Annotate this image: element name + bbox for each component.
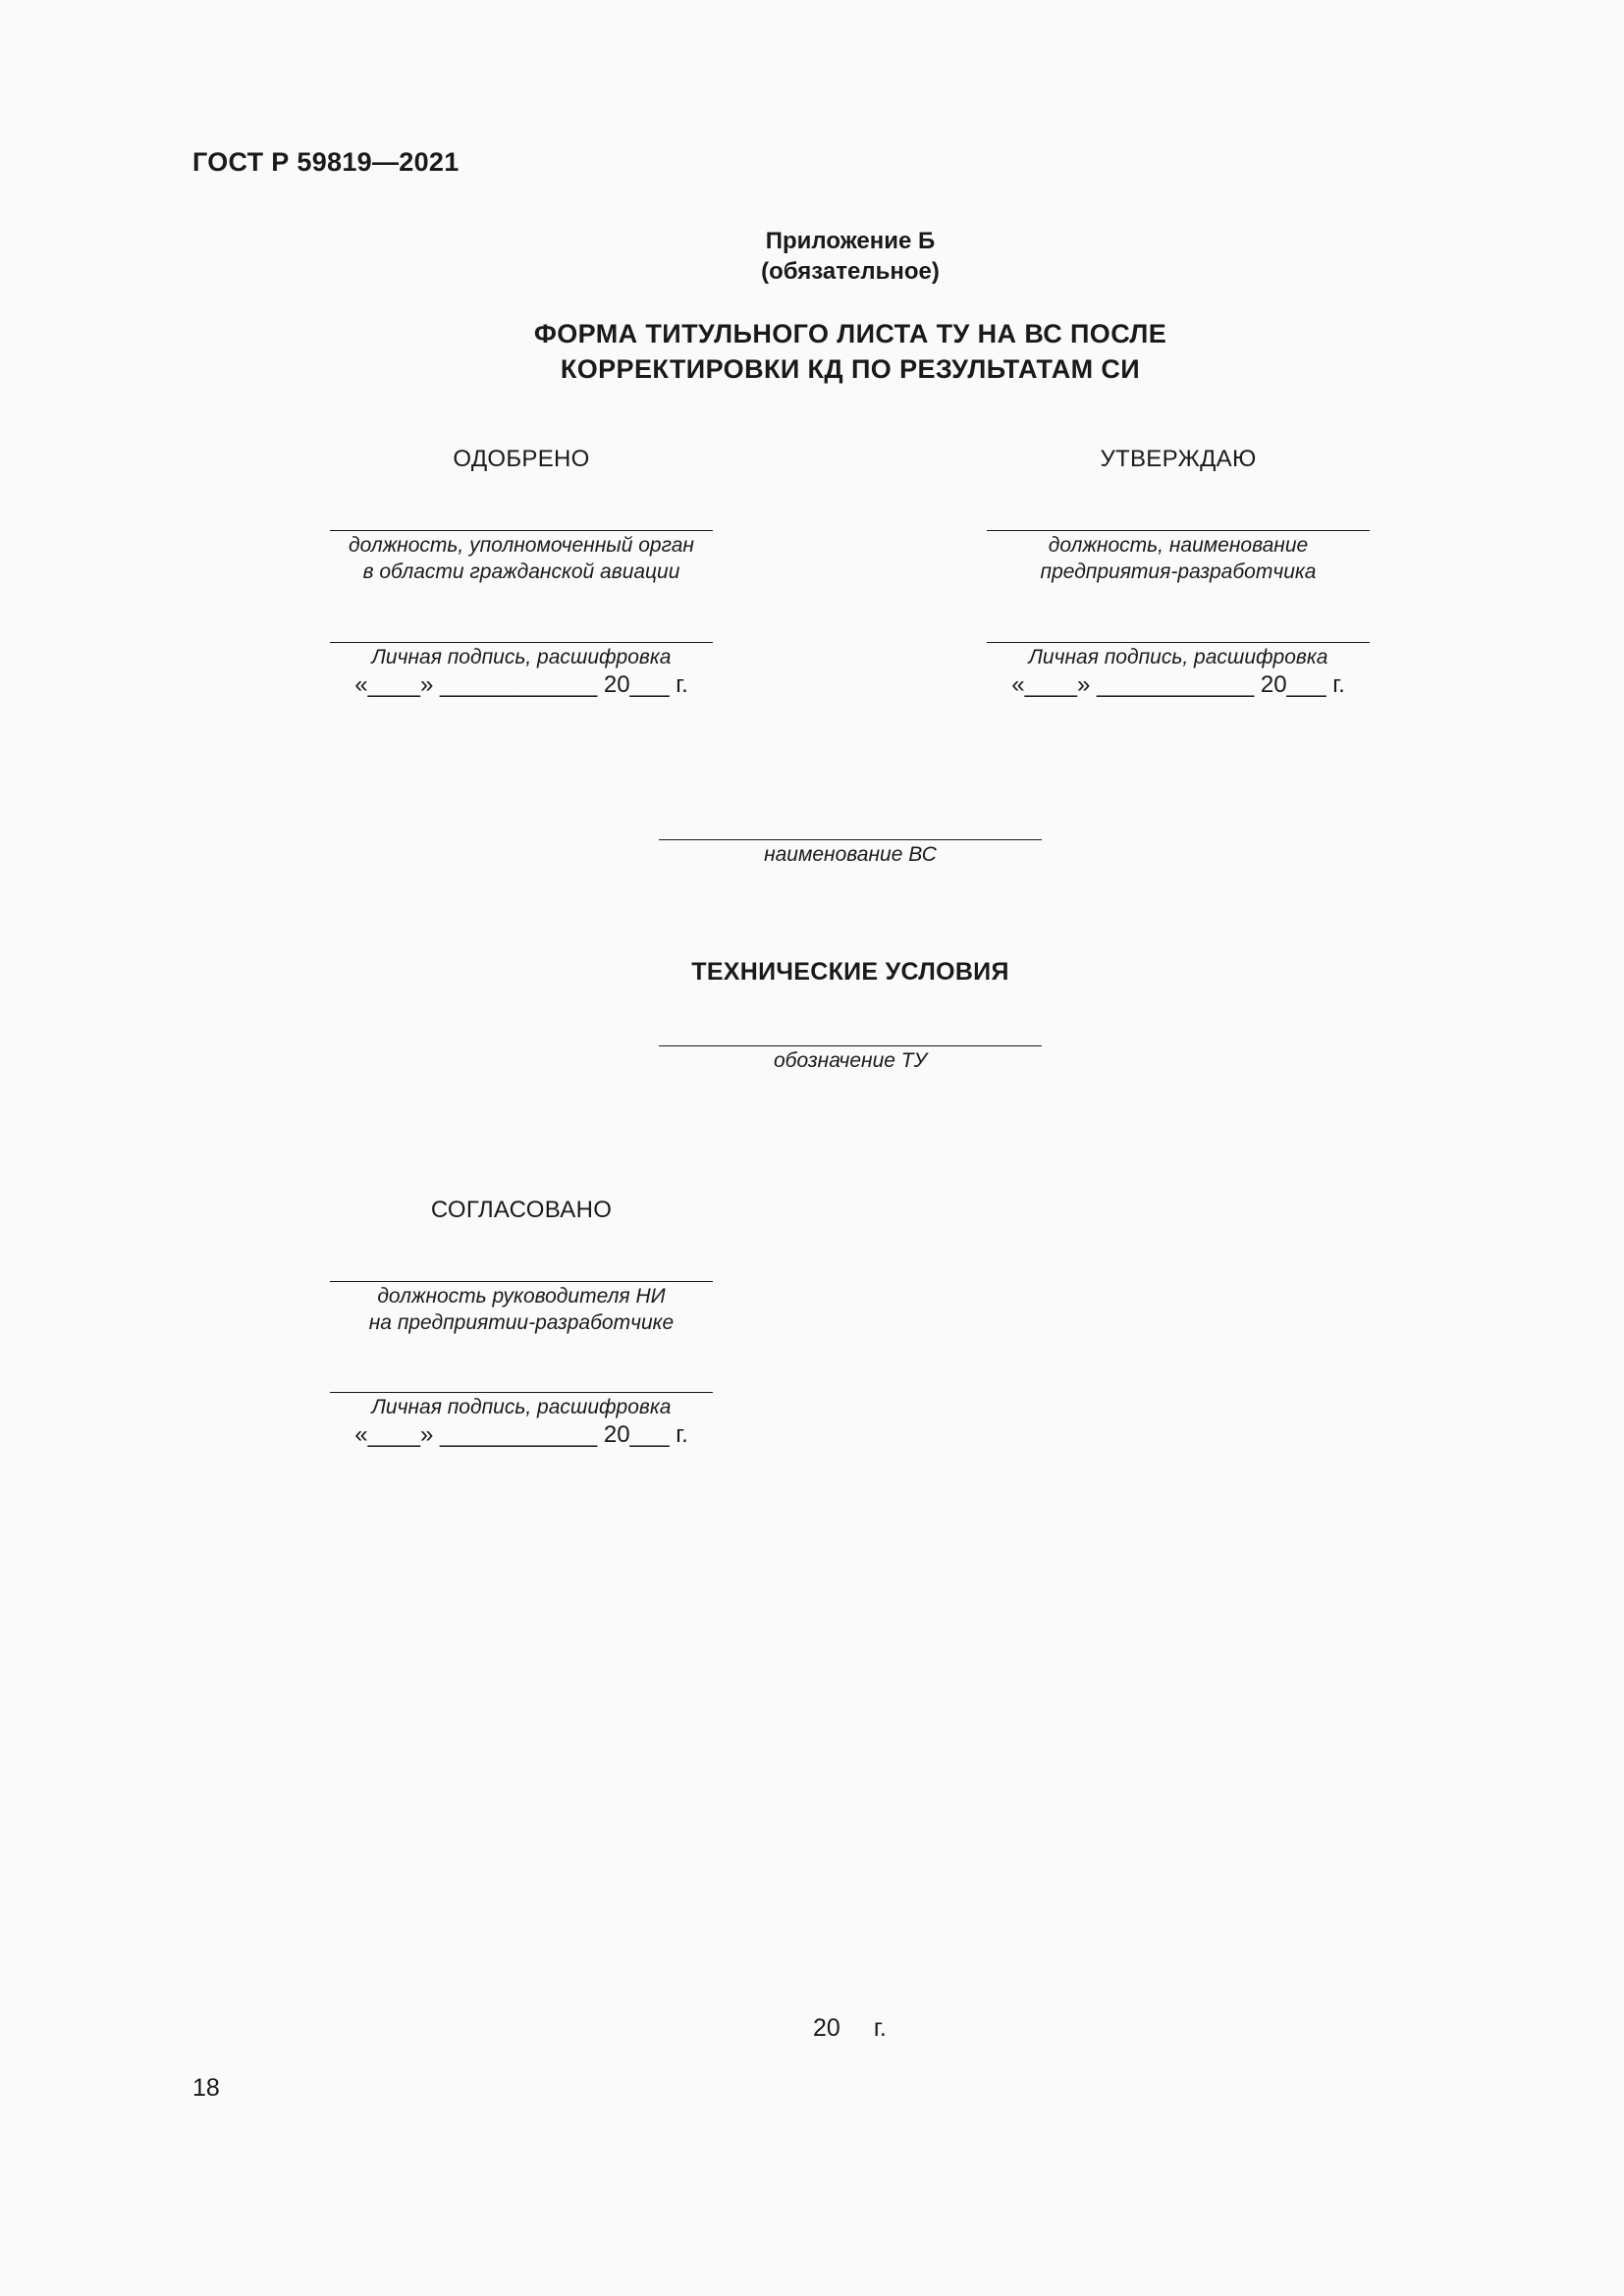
confirm-position-caption	[987, 532, 1370, 585]
document-standard-number: ГОСТ Р 59819—2021	[192, 147, 460, 177]
footer-year	[813, 2014, 887, 2043]
tech-conditions-designation-caption: обозначение ТУ	[773, 1049, 928, 1072]
form-title-line-1: ФОРМА ТИТУЛЬНОГО ЛИСТА ТУ НА ВС ПОСЛЕ	[533, 319, 1167, 348]
page-number: 18	[192, 2074, 220, 2102]
appendix-status: (обязательное)	[761, 258, 940, 285]
approved-position-caption-2: в области гражданской авиации	[362, 561, 680, 583]
footer-year-suffix: г.	[873, 2014, 887, 2042]
approved-position-caption	[330, 532, 713, 585]
agreed-heading: СОГЛАСОВАНО	[430, 1197, 613, 1223]
confirm-signature-line	[987, 642, 1370, 643]
confirm-signature-caption: Личная подпись, расшифровка	[1028, 646, 1328, 668]
confirm-position-caption-1: должность, наименование	[1048, 534, 1309, 557]
approved-signature-line	[330, 642, 713, 643]
confirm-date-row: «____» ____________ 20___ г.	[1011, 671, 1345, 698]
agreed-position-caption-1: должность руководителя НИ	[377, 1285, 666, 1308]
confirm-position-caption-2: предприятия-разработчика	[1040, 561, 1317, 583]
agreed-position-caption	[330, 1283, 713, 1336]
agreed-date-row: «____» ____________ 20___ г.	[354, 1421, 688, 1448]
approved-position-line	[330, 530, 713, 531]
agreed-signature-caption: Личная подпись, расшифровка	[371, 1396, 672, 1418]
form-title-line-2: КОРРЕКТИРОВКИ КД ПО РЕЗУЛЬТАТАМ СИ	[560, 354, 1141, 384]
agreed-position-line	[330, 1281, 713, 1282]
appendix-title: Приложение Б	[765, 228, 936, 254]
confirm-heading: УТВЕРЖДАЮ	[1100, 446, 1257, 472]
confirm-block	[987, 446, 1370, 473]
agreed-block	[330, 1197, 713, 1224]
approved-date-row: «____» ____________ 20___ г.	[354, 671, 688, 698]
tech-conditions-title: ТЕХНИЧЕСКИЕ УСЛОВИЯ	[691, 958, 1009, 986]
form-title	[0, 316, 1624, 387]
aircraft-name-line	[659, 839, 1042, 840]
agreed-signature-line	[330, 1392, 713, 1393]
approved-heading: ОДОБРЕНО	[453, 446, 590, 472]
approved-block	[330, 446, 713, 473]
appendix-label	[0, 226, 1624, 287]
aircraft-name-caption: наименование ВС	[764, 843, 937, 866]
confirm-position-line	[987, 530, 1370, 531]
footer-year-prefix: 20	[813, 2014, 840, 2042]
approved-signature-caption: Личная подпись, расшифровка	[371, 646, 672, 668]
tech-conditions-designation-line	[659, 1045, 1042, 1046]
approved-position-caption-1: должность, уполномоченный орган	[349, 534, 694, 557]
agreed-position-caption-2: на предприятии-разработчике	[368, 1311, 675, 1334]
